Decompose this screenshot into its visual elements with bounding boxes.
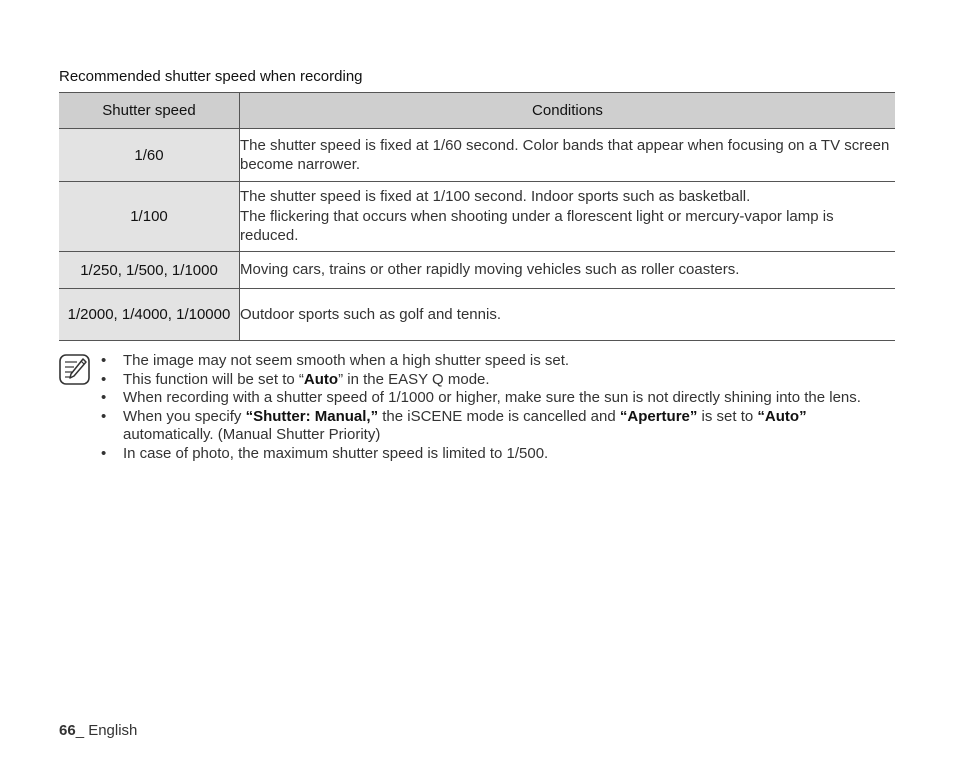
- note-emphasis: “Auto”: [757, 407, 807, 425]
- shutter-speed-cell: 1/250, 1/500, 1/1000: [59, 252, 240, 289]
- condition-text: Outdoor sports such as golf and tennis.: [240, 305, 501, 323]
- list-item: [101, 389, 893, 408]
- bullet: •: [101, 407, 107, 425]
- table-row: [59, 289, 895, 341]
- condition-text: The shutter speed is fixed at 1/100 second. Indoor sports such as basketball.: [240, 188, 751, 206]
- note-text: ” in the EASY Q mode.: [338, 370, 490, 388]
- header-shutter-speed: Shutter speed: [59, 93, 240, 129]
- note-emphasis: Auto: [303, 370, 339, 388]
- note-emphasis: “Shutter: Manual,”: [245, 407, 379, 425]
- note-text: When you specify: [123, 407, 246, 425]
- header-conditions: Conditions: [240, 93, 896, 129]
- table-row: [59, 252, 895, 289]
- note-emphasis: “Aperture”: [619, 407, 698, 425]
- conditions-cell: [240, 182, 896, 252]
- table-header-row: [59, 93, 895, 129]
- note-text: This function will be set to “: [123, 370, 304, 388]
- conditions-cell: [240, 252, 896, 289]
- bullet: •: [101, 352, 107, 369]
- table-row: [59, 182, 895, 252]
- note-text: the iSCENE mode is cancelled and: [378, 407, 620, 425]
- conditions-cell: [240, 289, 896, 341]
- note-pencil-icon: [59, 354, 90, 385]
- page-footer: [59, 722, 137, 739]
- note-text: In case of photo, the maximum shutter speed is limited to 1/500.: [123, 444, 549, 462]
- condition-text: The shutter speed is fixed at 1/60 second. Color bands that appear when focusing on a TV screen become narrower.: [240, 136, 890, 173]
- note-text: is set to: [697, 407, 758, 425]
- shutter-speed-cell: 1/60: [59, 129, 240, 182]
- condition-text: Moving cars, trains or other rapidly moving vehicles such as roller coasters.: [240, 261, 740, 279]
- page-language: _ English: [75, 722, 138, 739]
- shutter-speed-cell: 1/2000, 1/4000, 1/10000: [59, 289, 240, 341]
- note-text: automatically. (Manual Shutter Priority): [123, 426, 381, 443]
- list-item: [101, 408, 893, 445]
- note-text: When recording with a shutter speed of 1/1000 or higher, make sure the sun is not directly shining into the lens.: [123, 389, 861, 406]
- conditions-cell: [240, 129, 896, 182]
- page-number: 66: [59, 722, 76, 739]
- condition-text: The flickering that occurs when shooting under a florescent light or mercury-vapor lamp is reduced.: [240, 207, 834, 245]
- shutter-speed-table: [59, 92, 895, 341]
- shutter-speed-cell: 1/100: [59, 182, 240, 252]
- list-item: [101, 445, 893, 464]
- table-row: [59, 129, 895, 182]
- list-item: [101, 371, 893, 390]
- note-text: The image may not seem smooth when a high shutter speed is set.: [123, 352, 570, 369]
- list-item: [101, 352, 893, 371]
- bullet: •: [101, 370, 107, 388]
- bullet: •: [101, 389, 107, 406]
- section-title: Recommended shutter speed when recording: [59, 68, 363, 85]
- notes-list: [101, 352, 893, 463]
- bullet: •: [101, 444, 107, 462]
